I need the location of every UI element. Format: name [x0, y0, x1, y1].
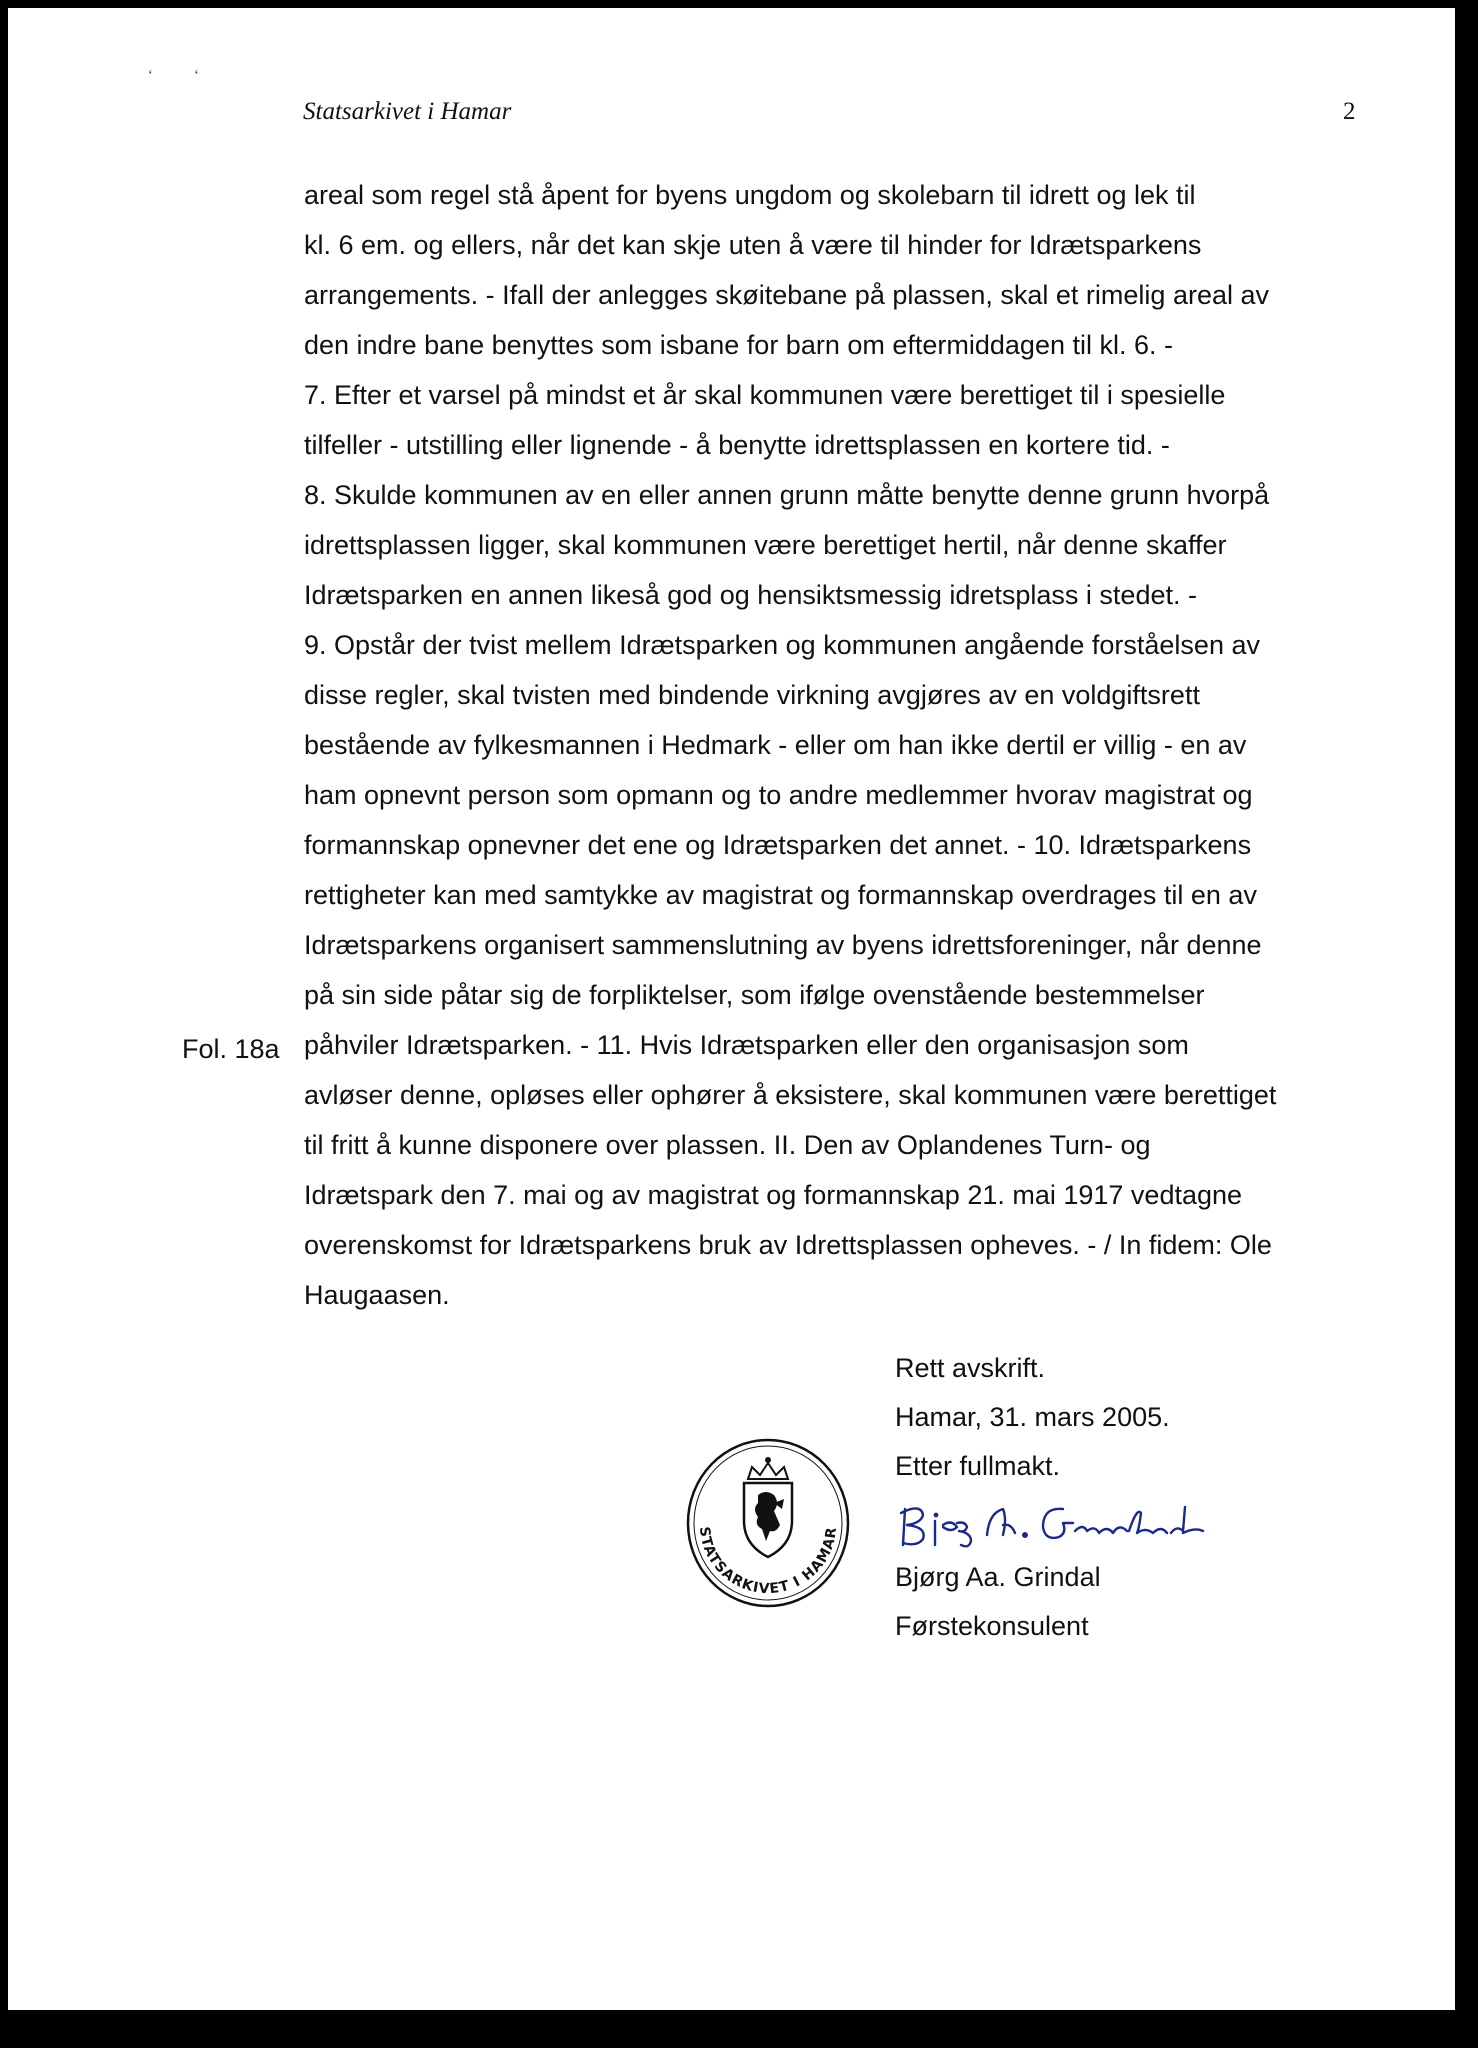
body-line: arrangements. - Ifall der anlegges skøitebane på plassen, skal et rimelig areal av [304, 280, 1269, 310]
body-line: 7. Efter et varsel på mindst et år skal kommunen være berettiget til i spesielle [304, 380, 1226, 410]
body-line: 9. Opstår der tvist mellem Idrætsparken og kommunen angående forståelsen av [304, 630, 1260, 660]
body-line: formannskap opnevner det ene og Idrætsparken det annet. - 10. Idrætsparkens [304, 830, 1252, 860]
stamp-text: STATSARKIVET I HAMAR [695, 1525, 841, 1598]
body-line: overenskomst for Idrætsparkens bruk av Idrettsplassen opheves. - / In fidem: Ole [304, 1230, 1272, 1260]
certified-copy-label: Rett avskrift. [895, 1353, 1046, 1383]
body-line: avløser denne, opløses eller ophører å eksistere, skal kommunen være berettiget [304, 1080, 1277, 1110]
corner-marks [148, 68, 237, 84]
body-line: rettigheter kan med samtykke av magistrat og formannskap overdrages til en av [304, 880, 1257, 910]
body-line: Idrætspark den 7. mai og av magistrat og formannskap 21. mai 1917 vedtagne [304, 1180, 1243, 1210]
archive-seal-stamp [678, 1433, 858, 1613]
body-line: til fritt å kunne disponere over plassen. II. Den av Oplandenes Turn- og [304, 1130, 1151, 1160]
folio-margin-note: Fol. 18a [182, 1034, 280, 1064]
body-line: bestående av fylkesmannen i Hedmark - eller om han ikke dertil er villig - en av [304, 730, 1247, 760]
body-line: 8. Skulde kommunen av en eller annen grunn måtte benytte denne grunn hvorpå [304, 480, 1270, 510]
body-line: ham opnevnt person som opmann og to andre medlemmer hvorav magistrat og [304, 780, 1253, 810]
body-line: Haugaasen. [304, 1280, 450, 1310]
body-line: tilfeller - utstilling eller lignende - å benytte idrettsplassen en kortere tid. - [304, 430, 1170, 460]
body-line: Idrætsparkens organisert sammenslutning av byens idrettsforeninger, når denne [304, 930, 1262, 960]
body-line: Idrætsparken en annen likeså god og hensiktsmessig idretsplass i stedet. - [304, 580, 1197, 610]
archive-header: Statsarkivet i Hamar [303, 98, 512, 125]
document-body [304, 170, 1364, 1320]
document-page [8, 8, 1455, 2010]
authorization-note: Etter fullmakt. [895, 1451, 1061, 1481]
page-number: 2 [1343, 98, 1356, 125]
signatory-name: Bjørg Aa. Grindal [895, 1562, 1101, 1592]
body-line: kl. 6 em. og ellers, når det kan skje uten å være til hinder for Idrætsparkens [304, 230, 1202, 260]
signatory-title: Førstekonsulent [895, 1611, 1089, 1641]
corner-mark: ‘ [148, 68, 153, 83]
body-line: på sin side påtar sig de forpliktelser, som ifølge ovenstående bestemmelser [304, 980, 1205, 1010]
corner-mark: ‘ [194, 68, 199, 83]
place-date: Hamar, 31. mars 2005. [895, 1402, 1170, 1432]
body-line: disse regler, skal tvisten med bindende virkning avgjøres av en voldgiftsrett [304, 680, 1200, 710]
handwritten-signature [891, 1495, 1251, 1555]
body-line: areal som regel stå åpent for byens ungdom og skolebarn til idrett og lek til [304, 180, 1196, 210]
body-line: idrettsplassen ligger, skal kommunen være berettiget hertil, når denne skaffer [304, 530, 1227, 560]
body-line: påhviler Idrætsparken. - 11. Hvis Idrætsparken eller den organisasjon som [304, 1030, 1189, 1060]
certification-block [895, 1344, 1251, 1651]
body-line: den indre bane benyttes som isbane for barn om eftermiddagen til kl. 6. - [304, 330, 1173, 360]
